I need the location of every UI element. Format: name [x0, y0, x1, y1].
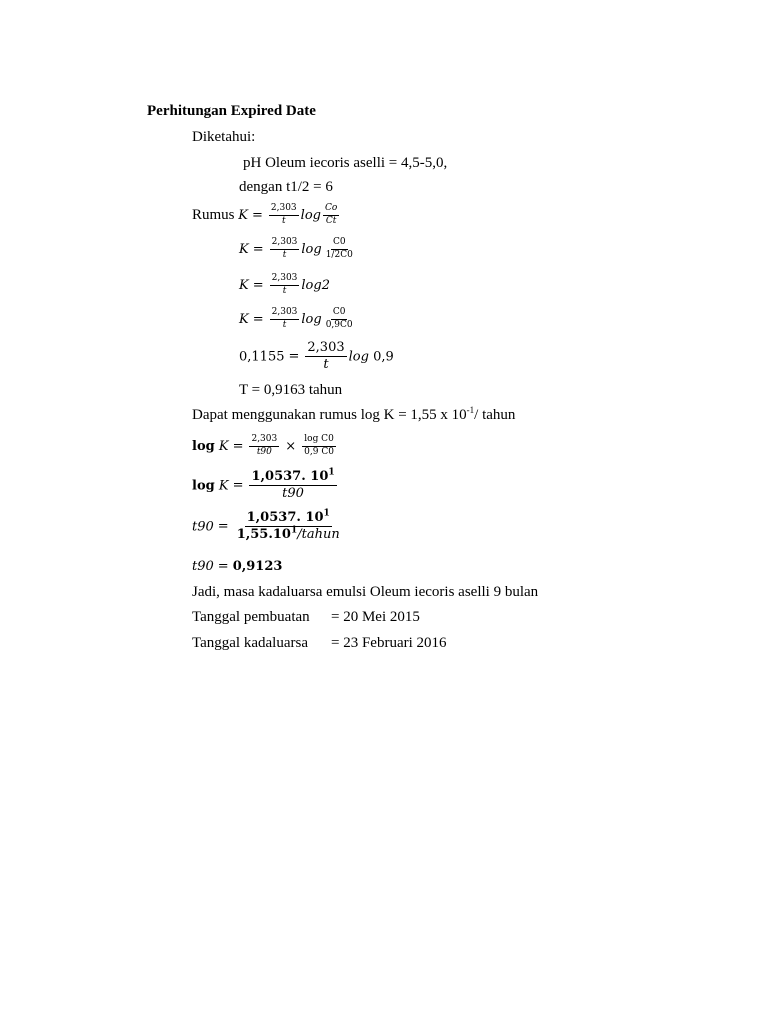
var-t90: t90	[192, 559, 214, 574]
pembuatan-value: = 20 Mei 2015	[331, 609, 420, 625]
denominator: t	[281, 215, 286, 226]
var-k: K	[239, 277, 249, 293]
denominator: 1/2C0	[325, 249, 353, 260]
log-text: log	[192, 478, 215, 494]
formula-line-2	[239, 238, 357, 261]
dapat-exponent: -1	[466, 405, 475, 415]
formula-line-3	[239, 274, 330, 297]
t-result-line: T = 0,9163 tahun	[239, 382, 343, 398]
numerator	[245, 508, 332, 527]
log-text: log	[192, 438, 215, 454]
diketahui-label: Diketahui:	[192, 129, 256, 145]
log2-text: log2	[301, 277, 330, 293]
numerator: 2,303	[270, 274, 300, 286]
var-t90: t90	[192, 519, 214, 535]
equals-sign: =	[252, 241, 264, 257]
fraction	[235, 508, 342, 543]
ph-line: pH Oleum iecoris aselli = 4,5-5,0,	[243, 155, 448, 171]
numerator: Co	[323, 204, 339, 216]
log-text: log	[348, 349, 369, 365]
numerator: C0	[331, 238, 348, 250]
var-k: K	[239, 241, 249, 257]
dapat-line	[192, 405, 516, 423]
formula-t90-1	[192, 508, 344, 543]
denominator: 0,9 C0	[304, 446, 334, 457]
equals-sign: =	[232, 438, 244, 454]
fraction	[305, 341, 346, 373]
t90-value: 0,9123	[232, 559, 283, 574]
formula-t90-result	[192, 560, 282, 573]
numerator-exponent: 1	[323, 508, 330, 519]
denominator: t	[282, 319, 287, 330]
numerator: 2,303	[249, 435, 279, 447]
numerator: 2,303	[270, 308, 300, 320]
times-sign: ×	[285, 438, 297, 454]
denominator: t	[282, 249, 287, 260]
rumus-label: Rumus	[192, 206, 235, 223]
conclusion-line: Jadi, masa kadaluarsa emulsi Oleum iecoris aselli 9 bulan	[192, 584, 539, 600]
fraction	[270, 238, 300, 261]
denominator-base: 1,55.10	[236, 527, 291, 543]
denominator: t90	[256, 446, 272, 457]
fraction	[323, 204, 339, 227]
kadaluarsa-value: = 23 Februari 2016	[331, 635, 447, 651]
fraction	[269, 204, 299, 227]
var-k: K	[218, 478, 229, 494]
equals-sign: =	[288, 349, 300, 365]
pembuatan-label: Tanggal pembuatan	[192, 609, 310, 625]
denominator: t	[323, 357, 329, 373]
denominator-unit: /tahun	[297, 527, 340, 543]
formula-logk-1	[192, 435, 338, 458]
equals-sign: =	[217, 519, 229, 535]
t-half-line: dengan t1/2 = 6	[239, 179, 333, 195]
log-text: log	[301, 311, 322, 327]
denominator	[235, 527, 342, 542]
numerator: C0	[331, 308, 348, 320]
var-k: K	[238, 207, 248, 223]
denominator-exponent: 1	[290, 525, 298, 536]
equals-sign: =	[217, 559, 229, 574]
var-k: K	[239, 311, 249, 327]
equals-sign: =	[251, 207, 263, 223]
fraction	[249, 435, 279, 458]
equals-sign: =	[252, 311, 264, 327]
log-text: log	[301, 241, 322, 257]
numerator	[249, 467, 336, 486]
numerator-base: 1,0537. 10	[246, 510, 324, 525]
log-text: log	[300, 207, 321, 223]
formula-rumus	[192, 204, 341, 227]
value-01155: 0,1155	[239, 349, 285, 365]
doc-title: Perhitungan Expired Date	[147, 103, 316, 119]
dapat-unit: / tahun	[474, 407, 516, 423]
numerator-base: 1,0537. 10	[251, 469, 329, 484]
numerator: 2,303	[305, 341, 346, 357]
formula-logk-2	[192, 467, 339, 502]
value-09: 0,9	[373, 349, 394, 365]
dapat-text: Dapat menggunakan rumus log K = 1,55 x 10	[192, 407, 467, 423]
fraction	[270, 274, 300, 297]
var-k: K	[218, 438, 229, 454]
denominator: t90	[282, 486, 304, 502]
fraction	[249, 467, 336, 502]
fraction	[324, 308, 355, 331]
formula-line-4	[239, 308, 357, 331]
denominator: t	[282, 285, 287, 296]
equals-sign: =	[232, 478, 244, 494]
numerator: log C0	[302, 435, 336, 447]
numerator: 2,303	[269, 204, 299, 216]
kadaluarsa-label: Tanggal kadaluarsa	[192, 635, 308, 651]
numerator-exponent: 1	[328, 467, 335, 478]
denominator: 0,9C0	[325, 319, 353, 330]
fraction	[324, 238, 355, 261]
fraction	[270, 308, 300, 331]
equals-sign: =	[252, 277, 264, 293]
formula-line-5	[239, 341, 394, 373]
denominator: Ct	[325, 215, 337, 226]
fraction	[302, 435, 336, 458]
numerator: 2,303	[270, 238, 300, 250]
